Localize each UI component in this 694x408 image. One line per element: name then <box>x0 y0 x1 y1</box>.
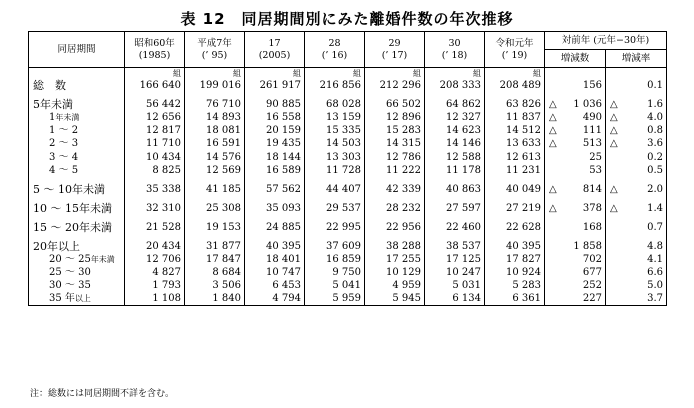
triangle-icon: △ <box>549 112 557 124</box>
row-label-text: 1 <box>49 112 56 124</box>
value-cell: 40 049 <box>485 183 545 196</box>
value-cell: 1 840 <box>185 292 245 306</box>
value-cell: 15 335 <box>305 124 365 137</box>
value-cell: 14 893 <box>185 111 245 124</box>
triangle-icon: △ <box>610 112 618 124</box>
value-cell: 15 283 <box>365 124 425 137</box>
value-cell: 40 395 <box>245 240 305 253</box>
table-row <box>29 98 667 111</box>
value-cell: 12 588 <box>425 150 485 163</box>
unit-cell-blank <box>606 68 667 80</box>
header-period: 同居期間 <box>29 32 125 68</box>
value-cell: 261 917 <box>245 79 305 92</box>
value-cell: 10 434 <box>125 150 185 163</box>
header-change-count: 増減数 <box>545 50 606 68</box>
row-label-text: 35 年 <box>49 293 75 305</box>
value-cell: 5 959 <box>305 292 365 306</box>
value-cell: 10 247 <box>425 266 485 279</box>
change-rate-cell <box>606 266 667 279</box>
triangle-icon: △ <box>610 202 618 214</box>
value-cell: 16 859 <box>305 253 365 266</box>
value-cell: 5 041 <box>305 279 365 292</box>
row-label <box>29 292 125 306</box>
value-cell: 4 794 <box>245 292 305 306</box>
change-rate-cell <box>606 98 667 111</box>
header-year-1995: 平成7年 (’ 95) <box>185 32 245 68</box>
value-cell: 16 589 <box>245 164 305 177</box>
row-label-suffix: 年未満 <box>90 255 115 265</box>
value-cell: 6 361 <box>485 292 545 306</box>
change-count: 677 <box>582 267 602 279</box>
value-cell: 5 283 <box>485 279 545 292</box>
header-year-2018: 30 (’ 18) <box>425 32 485 68</box>
value-cell: 64 862 <box>425 98 485 111</box>
change-count: 1 858 <box>573 240 602 252</box>
value-cell: 10 129 <box>365 266 425 279</box>
change-rate: 0.7 <box>647 221 664 233</box>
header-year-2005: 17 (2005) <box>245 32 305 68</box>
change-count: 168 <box>582 221 602 233</box>
row-label <box>29 279 125 292</box>
value-cell: 57 562 <box>245 183 305 196</box>
value-cell: 32 310 <box>125 202 185 215</box>
change-count: 490 <box>582 112 602 124</box>
unit-cell <box>545 68 606 80</box>
value-cell: 24 885 <box>245 221 305 234</box>
value-cell: 12 706 <box>125 253 185 266</box>
value-cell: 8 684 <box>185 266 245 279</box>
change-count: 1 036 <box>573 99 602 111</box>
change-rate: 4.0 <box>647 112 664 124</box>
value-cell: 22 460 <box>425 221 485 234</box>
table-body <box>29 68 667 306</box>
value-cell: 10 924 <box>485 266 545 279</box>
change-count: 227 <box>582 293 602 305</box>
value-cell: 29 537 <box>305 202 365 215</box>
value-cell: 35 338 <box>125 183 185 196</box>
change-count: 702 <box>582 254 602 266</box>
value-cell: 8 825 <box>125 164 185 177</box>
value-cell: 9 750 <box>305 266 365 279</box>
row-label-text: 15 〜 20年未満 <box>33 220 112 234</box>
change-count-cell <box>545 253 606 266</box>
value-cell: 4 827 <box>125 266 185 279</box>
change-rate: 5.0 <box>647 280 664 292</box>
value-cell: 4 959 <box>365 279 425 292</box>
value-cell: 31 877 <box>185 240 245 253</box>
value-cell: 199 016 <box>185 79 245 92</box>
row-label <box>29 253 125 266</box>
value-cell: 166 640 <box>125 79 185 92</box>
row-label <box>29 221 125 234</box>
value-cell: 16 558 <box>245 111 305 124</box>
change-count: 25 <box>589 151 602 163</box>
table-row <box>29 279 667 292</box>
change-rate: 0.5 <box>647 164 664 176</box>
value-cell: 35 093 <box>245 202 305 215</box>
unit-cell: 組 <box>425 68 485 80</box>
value-cell: 11 231 <box>485 164 545 177</box>
row-label <box>29 111 125 124</box>
value-cell: 14 623 <box>425 124 485 137</box>
change-rate-cell <box>606 221 667 234</box>
value-cell: 12 569 <box>185 164 245 177</box>
table-row <box>29 164 667 177</box>
change-rate: 1.4 <box>647 202 664 214</box>
table-row <box>29 221 667 234</box>
header-comparison: 対前年 (元年−30年) <box>545 32 667 50</box>
unit-cell: 組 <box>185 68 245 80</box>
row-label-text: 2 〜 3 <box>49 138 79 150</box>
value-cell: 12 817 <box>125 124 185 137</box>
change-rate-cell <box>606 164 667 177</box>
row-label <box>29 164 125 177</box>
table-row <box>29 292 667 306</box>
table-row <box>29 253 667 266</box>
row-label-text: 3 〜 4 <box>49 151 79 163</box>
change-count-cell <box>545 202 606 215</box>
value-cell: 13 633 <box>485 137 545 150</box>
row-label-text: 1 〜 2 <box>49 125 79 137</box>
value-cell: 208 333 <box>425 79 485 92</box>
change-rate-cell <box>606 124 667 137</box>
change-count: 814 <box>582 183 602 195</box>
change-count-cell <box>545 150 606 163</box>
change-count: 53 <box>589 164 602 176</box>
value-cell: 1 793 <box>125 279 185 292</box>
value-cell: 12 613 <box>485 150 545 163</box>
unit-cell: 組 <box>365 68 425 80</box>
header-year-2019: 令和元年 (’ 19) <box>485 32 545 68</box>
table-row <box>29 240 667 253</box>
change-count-cell <box>545 292 606 306</box>
value-cell: 42 339 <box>365 183 425 196</box>
row-label-text: 5 〜 10年未満 <box>33 182 105 196</box>
value-cell: 38 537 <box>425 240 485 253</box>
unit-cell: 組 <box>485 68 545 80</box>
change-rate: 0.8 <box>647 125 664 137</box>
table-row <box>29 266 667 279</box>
value-cell: 63 826 <box>485 98 545 111</box>
change-rate-cell <box>606 111 667 124</box>
divorce-table <box>28 31 667 306</box>
row-label <box>29 240 125 253</box>
value-cell: 14 315 <box>365 137 425 150</box>
change-rate: 0.2 <box>647 151 664 163</box>
value-cell: 1 108 <box>125 292 185 306</box>
value-cell: 17 827 <box>485 253 545 266</box>
value-cell: 22 628 <box>485 221 545 234</box>
row-label-text: 5年未満 <box>33 98 73 112</box>
value-cell: 22 956 <box>365 221 425 234</box>
value-cell: 12 786 <box>365 150 425 163</box>
table-row <box>29 124 667 137</box>
value-cell: 18 144 <box>245 150 305 163</box>
change-count-cell <box>545 79 606 92</box>
change-count-cell <box>545 279 606 292</box>
header-year-2016: 28 (’ 16) <box>305 32 365 68</box>
value-cell: 208 489 <box>485 79 545 92</box>
change-count-cell <box>545 183 606 196</box>
row-label-text: 25 〜 30 <box>49 267 91 279</box>
value-cell: 68 028 <box>305 98 365 111</box>
change-count-cell <box>545 240 606 253</box>
change-rate: 0.1 <box>647 80 664 92</box>
table-title: 表 12 同居期間別にみた離婚件数の年次推移 <box>180 10 514 28</box>
value-cell: 40 863 <box>425 183 485 196</box>
row-label <box>29 124 125 137</box>
header-year-2017: 29 (’ 17) <box>365 32 425 68</box>
change-rate: 4.8 <box>647 240 664 252</box>
row-label-suffix: 年未満 <box>55 113 80 123</box>
change-rate-cell <box>606 253 667 266</box>
value-cell: 20 434 <box>125 240 185 253</box>
triangle-icon: △ <box>549 125 557 137</box>
value-cell: 27 597 <box>425 202 485 215</box>
row-label-text: 10 〜 15年未満 <box>33 201 112 215</box>
value-cell: 13 303 <box>305 150 365 163</box>
value-cell: 20 159 <box>245 124 305 137</box>
row-label <box>29 98 125 111</box>
value-cell: 14 576 <box>185 150 245 163</box>
value-cell: 40 395 <box>485 240 545 253</box>
change-rate-cell <box>606 79 667 92</box>
change-rate-cell <box>606 183 667 196</box>
value-cell: 16 591 <box>185 137 245 150</box>
triangle-icon: △ <box>610 183 618 195</box>
header-change-rate: 増減率 <box>606 50 667 68</box>
change-rate-cell <box>606 279 667 292</box>
value-cell: 5 031 <box>425 279 485 292</box>
unit-cell: 組 <box>305 68 365 80</box>
value-cell: 17 125 <box>425 253 485 266</box>
row-label-suffix: 以上 <box>74 294 91 304</box>
change-count-cell <box>545 98 606 111</box>
change-count-cell <box>545 164 606 177</box>
table-row <box>29 183 667 196</box>
value-cell: 12 896 <box>365 111 425 124</box>
value-cell: 19 153 <box>185 221 245 234</box>
row-label-text: 総 数 <box>33 79 66 93</box>
change-rate: 3.7 <box>647 293 664 305</box>
value-cell: 212 296 <box>365 79 425 92</box>
value-cell: 6 134 <box>425 292 485 306</box>
value-cell: 21 528 <box>125 221 185 234</box>
table-row <box>29 202 667 215</box>
value-cell: 37 609 <box>305 240 365 253</box>
value-cell: 18 401 <box>245 253 305 266</box>
value-cell: 5 945 <box>365 292 425 306</box>
change-count: 252 <box>582 280 602 292</box>
row-label <box>29 266 125 279</box>
value-cell: 6 453 <box>245 279 305 292</box>
value-cell: 76 710 <box>185 98 245 111</box>
row-label <box>29 79 125 92</box>
change-count-cell <box>545 221 606 234</box>
row-label <box>29 150 125 163</box>
value-cell: 3 506 <box>185 279 245 292</box>
change-rate-cell <box>606 202 667 215</box>
triangle-icon: △ <box>549 202 557 214</box>
triangle-icon: △ <box>610 138 618 150</box>
triangle-icon: △ <box>549 183 557 195</box>
value-cell: 14 146 <box>425 137 485 150</box>
triangle-icon: △ <box>549 138 557 150</box>
value-cell: 28 232 <box>365 202 425 215</box>
value-cell: 56 442 <box>125 98 185 111</box>
value-cell: 10 747 <box>245 266 305 279</box>
table-row <box>29 79 667 92</box>
value-cell: 27 219 <box>485 202 545 215</box>
value-cell: 41 185 <box>185 183 245 196</box>
value-cell: 14 503 <box>305 137 365 150</box>
unit-cell: 組 <box>125 68 185 80</box>
value-cell: 18 081 <box>185 124 245 137</box>
row-label-text: 20年以上 <box>33 239 80 253</box>
change-rate-cell <box>606 240 667 253</box>
change-rate: 2.0 <box>647 183 664 195</box>
value-cell: 66 502 <box>365 98 425 111</box>
change-rate-cell <box>606 137 667 150</box>
triangle-icon: △ <box>610 125 618 137</box>
change-count: 156 <box>582 80 602 92</box>
value-cell: 13 159 <box>305 111 365 124</box>
value-cell: 90 885 <box>245 98 305 111</box>
row-label <box>29 202 125 215</box>
change-rate-cell <box>606 292 667 306</box>
value-cell: 17 255 <box>365 253 425 266</box>
change-count-cell <box>545 266 606 279</box>
value-cell: 19 435 <box>245 137 305 150</box>
unit-cell-blank <box>29 68 125 80</box>
change-count: 111 <box>582 125 602 137</box>
change-count: 378 <box>582 202 602 214</box>
value-cell: 11 837 <box>485 111 545 124</box>
row-label-text: 30 〜 35 <box>49 280 91 292</box>
value-cell: 44 407 <box>305 183 365 196</box>
value-cell: 11 222 <box>365 164 425 177</box>
footnote: 注：総数には同居期間不詳を含む。 <box>30 389 175 399</box>
change-count-cell <box>545 137 606 150</box>
header-year-1985: 昭和60年 (1985) <box>125 32 185 68</box>
value-cell: 11 728 <box>305 164 365 177</box>
value-cell: 25 308 <box>185 202 245 215</box>
unit-row <box>29 68 667 80</box>
value-cell: 216 856 <box>305 79 365 92</box>
value-cell: 12 327 <box>425 111 485 124</box>
value-cell: 38 288 <box>365 240 425 253</box>
unit-cell: 組 <box>245 68 305 80</box>
change-rate: 3.6 <box>647 138 664 150</box>
triangle-icon: △ <box>549 99 557 111</box>
change-rate-cell <box>606 150 667 163</box>
change-rate: 4.1 <box>647 254 664 266</box>
change-rate: 6.6 <box>647 267 664 279</box>
value-cell: 17 847 <box>185 253 245 266</box>
table-row <box>29 150 667 163</box>
value-cell: 11 178 <box>425 164 485 177</box>
change-count-cell <box>545 111 606 124</box>
triangle-icon: △ <box>610 99 618 111</box>
row-label <box>29 183 125 196</box>
value-cell: 11 710 <box>125 137 185 150</box>
value-cell: 22 995 <box>305 221 365 234</box>
value-cell: 14 512 <box>485 124 545 137</box>
change-rate: 1.6 <box>647 99 664 111</box>
change-count-cell <box>545 124 606 137</box>
table-row <box>29 111 667 124</box>
table-row <box>29 137 667 150</box>
value-cell: 12 656 <box>125 111 185 124</box>
row-label <box>29 137 125 150</box>
row-label-text: 20 〜 25 <box>49 254 91 266</box>
change-count: 513 <box>582 138 602 150</box>
row-label-text: 4 〜 5 <box>49 164 79 176</box>
